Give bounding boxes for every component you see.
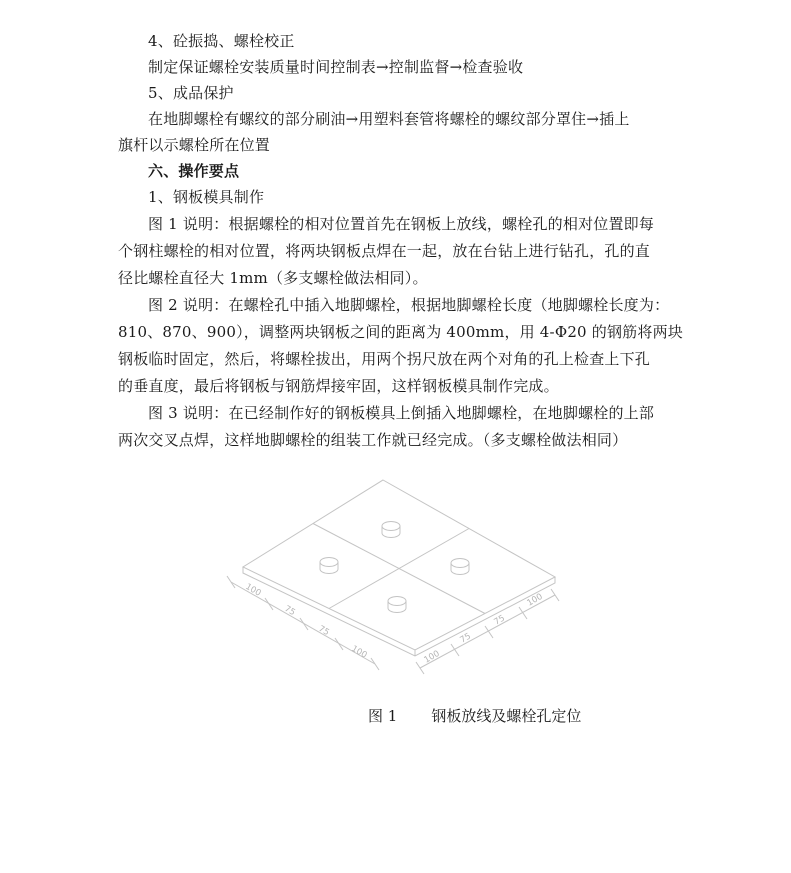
- dim-left-3: 75: [316, 623, 331, 639]
- bolt-hole-top: [382, 522, 400, 538]
- dim-right-1: 100: [422, 648, 442, 666]
- paragraph-protection-steps: 在地脚螺栓有螺纹的部分刷油→用塑料套管将螺栓的螺纹部分罩住→插上: [148, 110, 630, 128]
- subheading-steel-mold: 1、钢板模具制作: [148, 188, 265, 206]
- paragraph-concrete-vibration: 4、砼振捣、螺栓校正: [148, 32, 295, 50]
- paragraph-fig2-desc-cont1: 810、870、900），调整两块钢板之间的距离为 400mm，用 4-Φ20 的钢筋将两块: [118, 323, 683, 341]
- steel-plate-figure: [215, 470, 575, 685]
- bolt-hole-bottom: [388, 597, 406, 613]
- paragraph-fig1-desc: 图 1 说明：根据螺栓的相对位置首先在钢板上放线，螺栓孔的相对位置即每: [148, 215, 655, 233]
- dim-right-2: 75: [458, 631, 473, 646]
- dim-right-4: 100: [525, 591, 545, 609]
- paragraph-fig1-desc-cont2: 径比螺栓直径大 1mm（多支螺栓做法相同）。: [118, 269, 428, 287]
- paragraph-product-protection: 5、成品保护: [148, 84, 234, 102]
- plate-top-face: [243, 480, 555, 650]
- paragraph-fig2-desc-cont3: 的垂直度，最后将钢板与钢筋焊接牢固，这样钢板模具制作完成。: [118, 377, 559, 395]
- dim-right-3: 75: [492, 613, 507, 628]
- paragraph-fig2-desc-cont2: 钢板临时固定，然后，将螺栓拔出，用两个拐尺放在两个对角的孔上检查上下孔: [118, 350, 651, 368]
- bolt-hole-right: [451, 559, 469, 575]
- section-heading-key-points: 六、操作要点: [148, 162, 240, 180]
- paragraph-fig1-desc-cont1: 个钢柱螺栓的相对位置，将两块钢板点焊在一起，放在台钻上进行钻孔，孔的直: [118, 242, 651, 260]
- paragraph-protection-steps-cont: 旗杆以示螺栓所在位置: [118, 136, 271, 154]
- dim-left-2: 75: [282, 603, 297, 619]
- figure-caption-text: 钢板放线及螺栓孔定位: [431, 707, 582, 725]
- paragraph-quality-control: 制定保证螺栓安装质量时间控制表→控制监督→检查验收: [148, 58, 524, 76]
- bolt-hole-left: [320, 558, 338, 574]
- paragraph-fig3-desc-cont: 两次交叉点焊，这样地脚螺栓的组装工作就已经完成。（多支螺栓做法相同）: [118, 431, 628, 449]
- figure-caption: [368, 704, 581, 728]
- paragraph-fig2-desc: 图 2 说明：在螺栓孔中插入地脚螺栓，根据地脚螺栓长度（地脚螺栓长度为：: [148, 296, 670, 314]
- dim-left-4: 100: [349, 643, 369, 661]
- figure-caption-number: 图 1: [368, 707, 398, 725]
- dim-left-1: 100: [243, 581, 263, 599]
- paragraph-fig3-desc: 图 3 说明：在已经制作好的钢板模具上倒插入地脚螺栓，在地脚螺栓的上部: [148, 404, 655, 422]
